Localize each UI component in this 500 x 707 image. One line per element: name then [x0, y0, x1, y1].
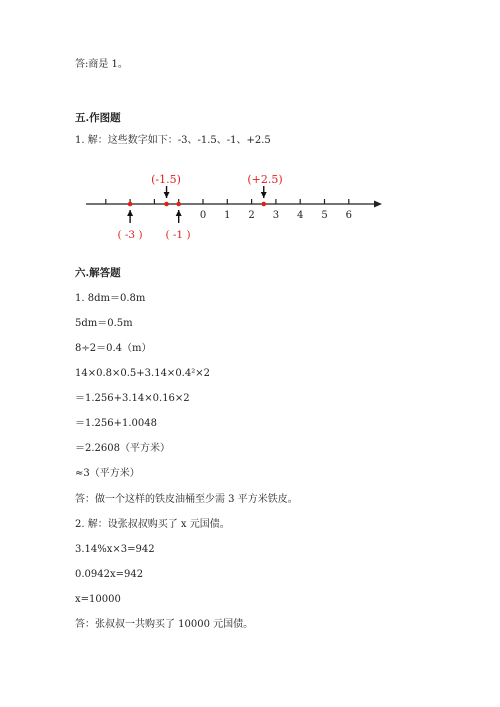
solution-line: 答：做一个这样的铁皮油桶至少需 3 平方米铁皮。 [75, 494, 298, 505]
tick-label: 5 [321, 210, 328, 221]
label-neg-1-5: (-1.5) [151, 173, 181, 186]
arrow-down-icon [164, 192, 170, 198]
solution-line: ≈3（平方米） [75, 468, 140, 479]
tick-label: 6 [345, 210, 352, 221]
tick-label: 2 [248, 210, 255, 221]
arrow-up-icon [127, 210, 133, 216]
solution-line: ＝1.256+1.0048 [75, 418, 157, 429]
axis-ticks [106, 199, 352, 221]
marked-point [261, 202, 266, 207]
solution-line: 1. 解：这些数字如下：-3、-1.5、-1、+2.5 [75, 135, 271, 146]
solution-line: 0.0942x=942 [75, 569, 144, 580]
tick-label: 0 [199, 210, 207, 221]
arrow-down-icon [261, 192, 267, 198]
solution-line: 1. 8dm＝0.8m [75, 293, 146, 304]
arrow-up-icon [176, 210, 182, 216]
solution-line: ＝1.256+3.14×0.16×2 [75, 393, 190, 404]
label-pos-2-5: (+2.5) [247, 173, 283, 186]
tick-label: 4 [297, 210, 304, 221]
section-heading-6: 六.解答题 [75, 267, 121, 279]
number-line-diagram [80, 165, 390, 245]
tick-label: 1 [224, 210, 231, 221]
solution-line: x=10000 [75, 594, 121, 605]
tick-label: 3 [272, 210, 280, 221]
solution-line: ＝2.2608（平方米） [75, 443, 170, 454]
marked-point [164, 202, 169, 207]
marked-point [176, 202, 181, 207]
solution-line: 5dm＝0.5m [75, 318, 133, 329]
answer-text: 答:商是 1。 [75, 59, 128, 70]
label-neg-1: ( -1 ) [165, 229, 191, 241]
solution-line: 答：张叔叔一共购买了 10000 元国债。 [75, 619, 254, 630]
solution-line: 3.14%x×3=942 [75, 544, 155, 555]
section-heading-5: 五.作图题 [75, 112, 121, 124]
axis-arrow-icon [374, 201, 382, 208]
solution-line: 14×0.8×0.5+3.14×0.4²×2 [75, 368, 210, 379]
solution-line: 2. 解：设张叔叔购买了 x 元国债。 [75, 519, 230, 530]
label-neg-3: ( -3 ) [117, 229, 143, 241]
solution-line: 8÷2＝0.4（m） [75, 343, 152, 354]
marked-point [128, 202, 133, 207]
